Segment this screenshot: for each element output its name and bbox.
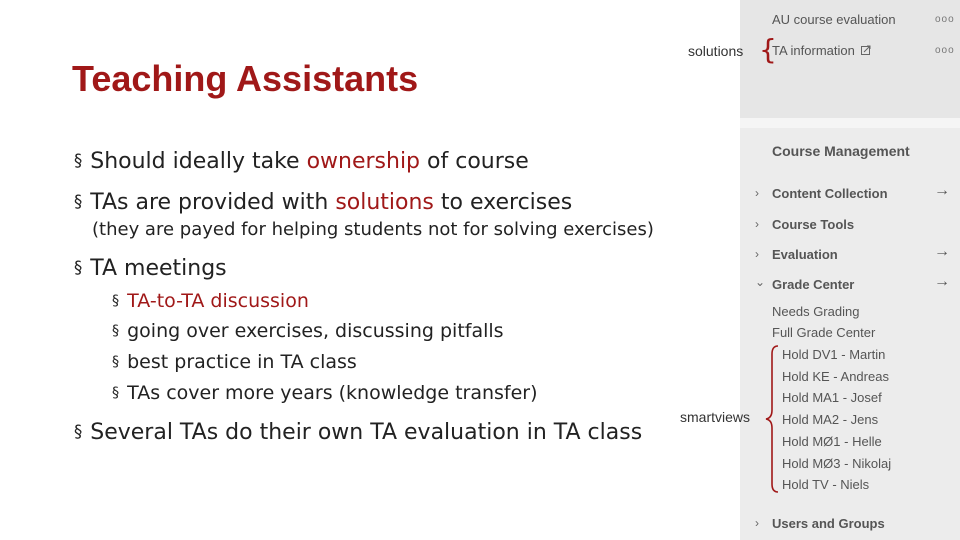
smartview-item[interactable]: Hold MA2 - Jens [782,412,879,427]
more-options-icon[interactable]: ooo [935,14,955,25]
meeting-item: § TA-to-TA discussion [112,290,309,312]
smartview-item[interactable]: Hold TV - Niels [782,477,870,492]
bullet-ownership: § Should ideally take ownership of course [74,149,529,174]
menu-content-collection[interactable]: Content Collection [772,186,888,201]
bullet-marker: § [74,192,83,211]
chevron-right-icon: › [755,516,759,530]
highlight-ownership: ownership [306,149,421,174]
bullet-marker: § [74,151,83,170]
highlight-solutions: solutions [335,190,434,215]
chevron-right-icon: › [755,217,759,231]
sidebar-item-au-course-evaluation[interactable]: AU course evaluation [772,12,896,27]
arrow-right-icon[interactable]: → [934,273,950,290]
bullet-ta-meetings: § TA meetings [74,256,227,281]
menu-grade-center[interactable]: Grade Center [772,277,855,292]
bullet-ta-evaluation: § Several TAs do their own TA evaluation in TA class [74,420,643,445]
menu-full-grade-center[interactable]: Full Grade Center [772,325,876,340]
menu-course-tools[interactable]: Course Tools [772,217,855,232]
smartview-item[interactable]: Hold KE - Andreas [782,369,889,384]
external-link-icon [861,45,871,55]
menu-users-and-groups[interactable]: Users and Groups [772,516,885,531]
bullet-marker: § [74,422,83,441]
bullet-solutions: § TAs are provided with solutions to exercises [74,190,573,215]
solutions-annotation: solutions [688,43,744,59]
meeting-item: § TAs cover more years (knowledge transfer) [112,382,538,404]
payment-note: (they are payed for helping students not for solving exercises) [92,219,654,240]
arrow-right-icon[interactable]: → [934,182,950,199]
smartviews-annotation: smartviews [680,409,751,425]
smartview-item[interactable]: Hold MA1 - Josef [782,390,882,405]
sidebar-divider [740,118,960,128]
meeting-item: § best practice in TA class [112,351,357,373]
smartview-item[interactable]: Hold MØ1 - Helle [782,434,882,449]
chevron-right-icon: › [755,186,759,200]
solutions-brace: { [759,33,777,66]
meeting-item: § going over exercises, discussing pitfalls [112,320,504,342]
bullet-marker: § [74,258,83,277]
sidebar-item-ta-information[interactable]: TA information [772,43,871,58]
smartview-item[interactable]: Hold DV1 - Martin [782,347,886,362]
chevron-down-icon: ⌄ [755,275,766,289]
smartviews-brace [764,344,780,494]
arrow-right-icon[interactable]: → [934,243,950,260]
more-options-icon[interactable]: ooo [935,45,955,56]
menu-evaluation[interactable]: Evaluation [772,247,838,262]
chevron-right-icon: › [755,247,759,261]
slide-title: Teaching Assistants [72,58,419,99]
smartview-item[interactable]: Hold MØ3 - Nikolaj [782,456,892,471]
section-course-management: Course Management [772,143,910,159]
menu-needs-grading[interactable]: Needs Grading [772,304,860,319]
